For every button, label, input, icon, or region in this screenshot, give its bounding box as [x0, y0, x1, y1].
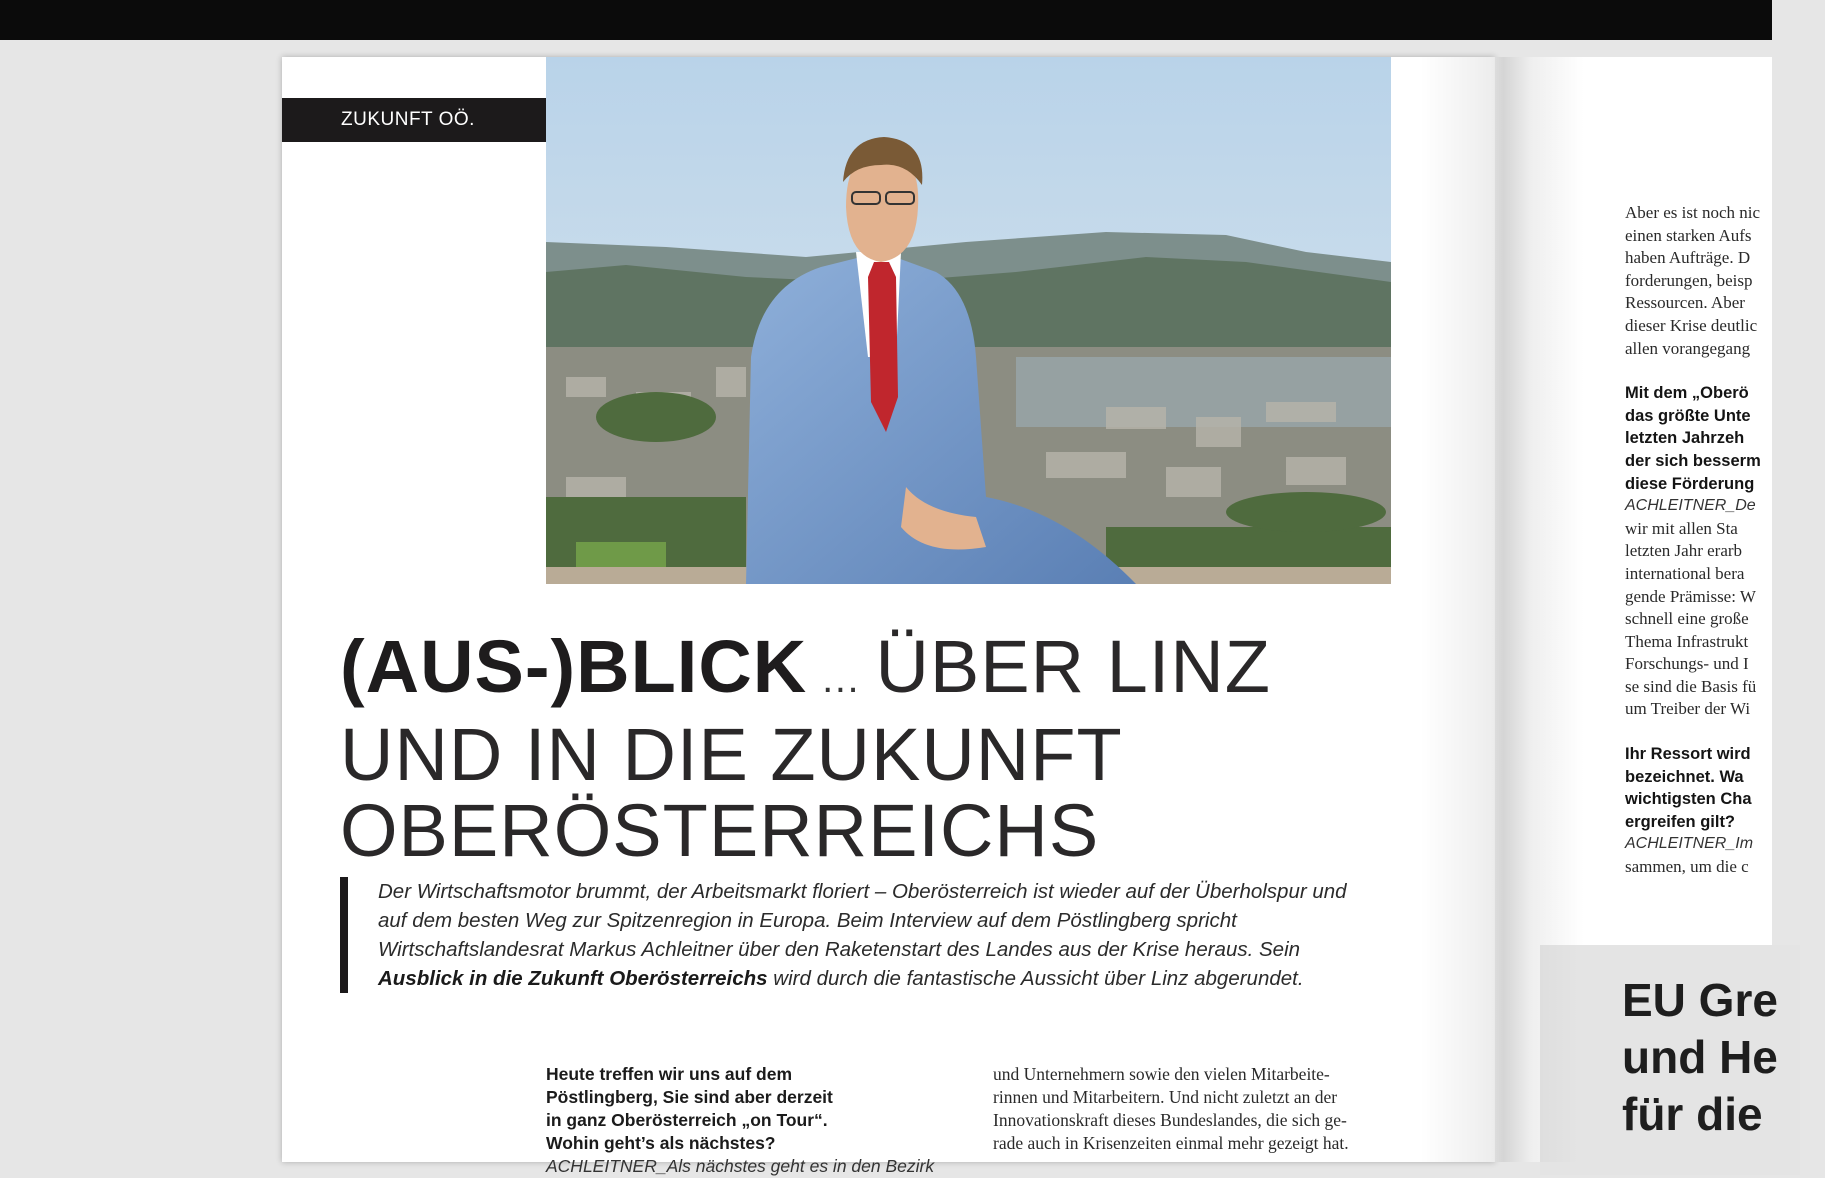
text-line: bezeichnet. Wa	[1625, 767, 1744, 786]
text-line: für die	[1622, 1088, 1763, 1140]
viewer-top-bar	[0, 0, 1772, 40]
answer-start: ACHLEITNER_Als nächstes geht es in den Bezirk	[546, 1156, 935, 1176]
text-line: Ihr Ressort wird	[1625, 745, 1751, 764]
headline-line-1	[340, 625, 1440, 717]
lead-text-after: wird durch die fantastische Aussicht über Linz abgerundet.	[767, 967, 1304, 990]
text-line: Forschungs- und I	[1625, 654, 1749, 674]
question-line: Pöstlingberg, Sie sind aber derzeit	[546, 1087, 833, 1107]
section-label: ZUKUNFT OÖ.	[282, 98, 546, 142]
text-line: gende Prämisse: W	[1625, 586, 1756, 606]
text-line: letzten Jahr erarb	[1625, 541, 1743, 561]
info-box-title	[1622, 972, 1822, 1143]
article-photo	[546, 57, 1391, 584]
text-line: einen starken Aufs	[1625, 225, 1752, 245]
question-line: Wohin geht’s als nächstes?	[546, 1133, 776, 1153]
interview-question-1	[546, 1063, 946, 1178]
answer-speaker: ACHLEITNER_Im	[1625, 835, 1754, 853]
answer-speaker: ACHLEITNER_De	[1625, 497, 1756, 515]
body-column-2	[993, 1063, 1396, 1155]
right-body-column	[1625, 202, 1825, 901]
text-line: forderungen, beisp	[1625, 270, 1753, 290]
text-line: schnell eine große	[1625, 609, 1749, 629]
text-line: und He	[1622, 1031, 1778, 1083]
body-line: Innovationskraft dieses Bundeslandes, die sich ge-	[993, 1110, 1347, 1130]
text-line: der sich besserm	[1625, 451, 1761, 470]
headline-ellipsis: …	[807, 657, 876, 701]
text-line: wichtigsten Cha	[1625, 790, 1752, 809]
text-line: allen vorangegang	[1625, 338, 1751, 358]
text-line: diese Förderung	[1625, 474, 1755, 493]
headline-bold: (AUS-)BLICK	[340, 625, 808, 708]
text-line: international bera	[1625, 563, 1745, 583]
lead-text-before: Der Wirtschaftsmotor brummt, der Arbeitsmarkt floriert – Oberösterreich ist wieder auf der Überholspur und auf dem besten Weg zur Spitzenregion in Europa. Beim Interview auf dem Pöstlingberg spricht Wirtschaftslandesrat Markus Achleitner über den Raketenstart des Landes aus der Krise heraus. Sein	[378, 880, 1347, 961]
article-lead	[340, 877, 1380, 993]
lead-text-bold: Ausblick in die Zukunft Oberösterreichs	[378, 967, 768, 990]
magazine-page-left	[282, 57, 1495, 1176]
body-line: rinnen und Mitarbeitern. Und nicht zuletzt an der	[993, 1087, 1338, 1107]
right-paragraph-1	[1625, 202, 1825, 360]
text-line: sammen, um die c	[1625, 857, 1749, 877]
text-line: um Treiber der Wi	[1625, 699, 1751, 719]
right-question-3	[1625, 743, 1825, 879]
magazine-page-right	[1495, 57, 1778, 1162]
text-line: haben Aufträge. D	[1625, 248, 1751, 268]
right-question-2	[1625, 382, 1825, 721]
text-line: letzten Jahrzeh	[1625, 429, 1745, 448]
text-line: Thema Infrastrukt	[1625, 631, 1749, 651]
body-line: und Unternehmern sowie den vielen Mitarbeite-	[993, 1064, 1330, 1084]
question-line: Heute treffen wir uns auf dem	[546, 1064, 793, 1084]
text-line: Aber es ist noch nic	[1625, 203, 1761, 222]
lead-paragraph	[378, 877, 1380, 993]
text-line: dieser Krise deutlic	[1625, 315, 1758, 335]
text-line: wir mit allen Sta	[1625, 518, 1738, 538]
text-line: Mit dem „Oberö	[1625, 384, 1749, 403]
text-line: se sind die Basis fü	[1625, 676, 1757, 696]
text-line: EU Gre	[1622, 974, 1778, 1026]
body-line: rade auch in Krisenzeiten einmal mehr gezeigt hat.	[993, 1133, 1349, 1153]
text-line: Ressourcen. Aber	[1625, 293, 1745, 313]
text-line: das größte Unte	[1625, 406, 1751, 425]
question-line: in ganz Oberösterreich „on Tour“.	[546, 1110, 828, 1130]
text-line: ergreifen gilt?	[1625, 812, 1736, 831]
headline-line-2: UND IN DIE ZUKUNFT	[340, 713, 1123, 796]
headline-line-3: OBERÖSTERREICHS	[340, 789, 1100, 872]
headline-light: ÜBER LINZ	[875, 625, 1271, 708]
article-headline	[340, 625, 1440, 872]
